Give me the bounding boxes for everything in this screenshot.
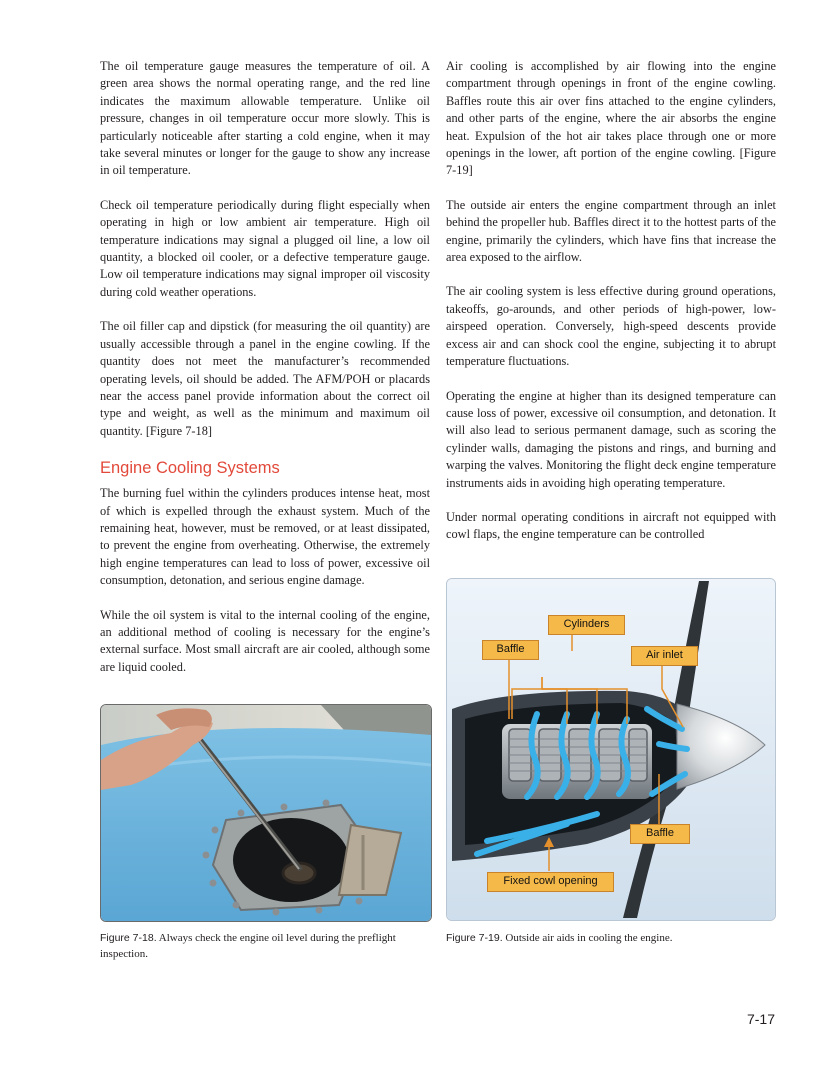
paragraph-oil-filler-cap: The oil filler cap and dipstick (for measuring the oil quantity) are usually accessible through a panel in the engine cowling. If the quantity does not meet the manufacturer’s recommended operating levels, oil should be added. The AFM/POH or placards near the access panel provide information about the correct oil type and weight, as well as the minimum and maximum oil quantity. [Figure 7-18] <box>100 319 430 438</box>
callout-air-inlet: Air inlet <box>631 646 698 666</box>
callout-cylinders: Cylinders <box>548 615 625 635</box>
paragraph-oil-temperature-gauge: The oil temperature gauge measures the temperature of oil. A green area shows the normal operating range, and the red line indicates the maximum allowable temperature. Unlike oil pressure, changes in oil temperature occur more slowly. This is particularly noticeable after starting a cold engine, when it may take several minutes or longer for the gauge to show any increase in oil temperature. <box>100 59 430 178</box>
paragraph-burning-fuel: The burning fuel within the cylinders produces intense heat, most of which is expelled through the exhaust system. Much of the remaining heat, however, must be removed, or at least dissipated, to prevent the engine from overheating. Otherwise, the extremely high engine temperatures can lead to loss of power, excessive oil consumption, detonation, and serious engine damage. <box>100 486 430 588</box>
callout-baffle-top: Baffle <box>482 640 539 660</box>
paragraph-air-cooling-less-effective: The air cooling system is less effective during ground operations, takeoffs, go-arounds, and other periods of high-power, low-airspeed operation. Conversely, high-speed descents provide excess air and can shock cool the engine, subjecting it to abrupt temperature fluctuations. <box>446 284 776 369</box>
left-column <box>100 58 430 693</box>
oil-dipstick-illustration <box>101 705 431 921</box>
figure-7-18-label: Figure 7-18. <box>100 932 157 944</box>
paragraph-oil-system-cooling: While the oil system is vital to the internal cooling of the engine, an additional method of cooling is necessary for the engine’s external surface. Most small aircraft are air cooled, although some are liquid cooled. <box>100 607 430 674</box>
paragraph-operating-higher-temperature: Operating the engine at higher than its designed temperature can cause loss of power, excessive oil consumption, and detonation. It will also lead to serious permanent damage, such as scoring the cylinder walls, damaging the pistons and rings, and burning and warping the valves. Monitoring the flight deck engine temperature instruments aids in avoiding high operating temperature. <box>446 388 776 490</box>
right-column <box>446 58 776 561</box>
page-number: 7-17 <box>746 1011 775 1027</box>
section-heading-engine-cooling: Engine Cooling Systems <box>100 459 280 478</box>
figure-7-19-caption-text: Outside air aids in cooling the engine. <box>502 932 673 944</box>
figure-7-19-label: Figure 7-19. <box>446 932 503 944</box>
figure-7-19-air-cooling-diagram <box>446 578 776 921</box>
paragraph-outside-air: The outside air enters the engine compartment through an inlet behind the propeller hub. Baffles direct it to the hottest parts of the engine, primarily the cylinders, which have fins that increase the area exposed to the airflow. <box>446 197 776 265</box>
figure-7-18-oil-dipstick-photo <box>100 704 432 922</box>
callout-fixed-cowl-opening: Fixed cowl opening <box>487 872 614 892</box>
figure-7-18-caption-text: Always check the engine oil level during the preflight inspection. <box>100 932 396 960</box>
paragraph-air-cooling: Air cooling is accomplished by air flowing into the engine compartment through openings in front of the engine cowling. Baffles route this air over fins attached to the engine cylinders, and other parts of the engine, where the air absorbs the engine heat. Expulsion of the hot air takes place through one or more openings in the lower, aft portion of the engine cowling. [Figure 7-19] <box>446 59 776 178</box>
paragraph-check-oil-temperature: Check oil temperature periodically during flight especially when operating in high or low ambient air temperature. High oil temperature indications may signal a plugged oil line, a low oil quantity, a blocked oil cooler, or a defective temperature gauge. Low oil temperature indications may signal improper oil viscosity during cold weather operations. <box>100 197 430 299</box>
figure-7-19-caption <box>446 930 776 946</box>
callout-baffle-bottom: Baffle <box>630 824 690 844</box>
paragraph-normal-operating-conditions: Under normal operating conditions in aircraft not equipped with cowl flaps, the engine temperature can be controlled <box>446 509 776 542</box>
figure-7-18-caption <box>100 930 432 962</box>
